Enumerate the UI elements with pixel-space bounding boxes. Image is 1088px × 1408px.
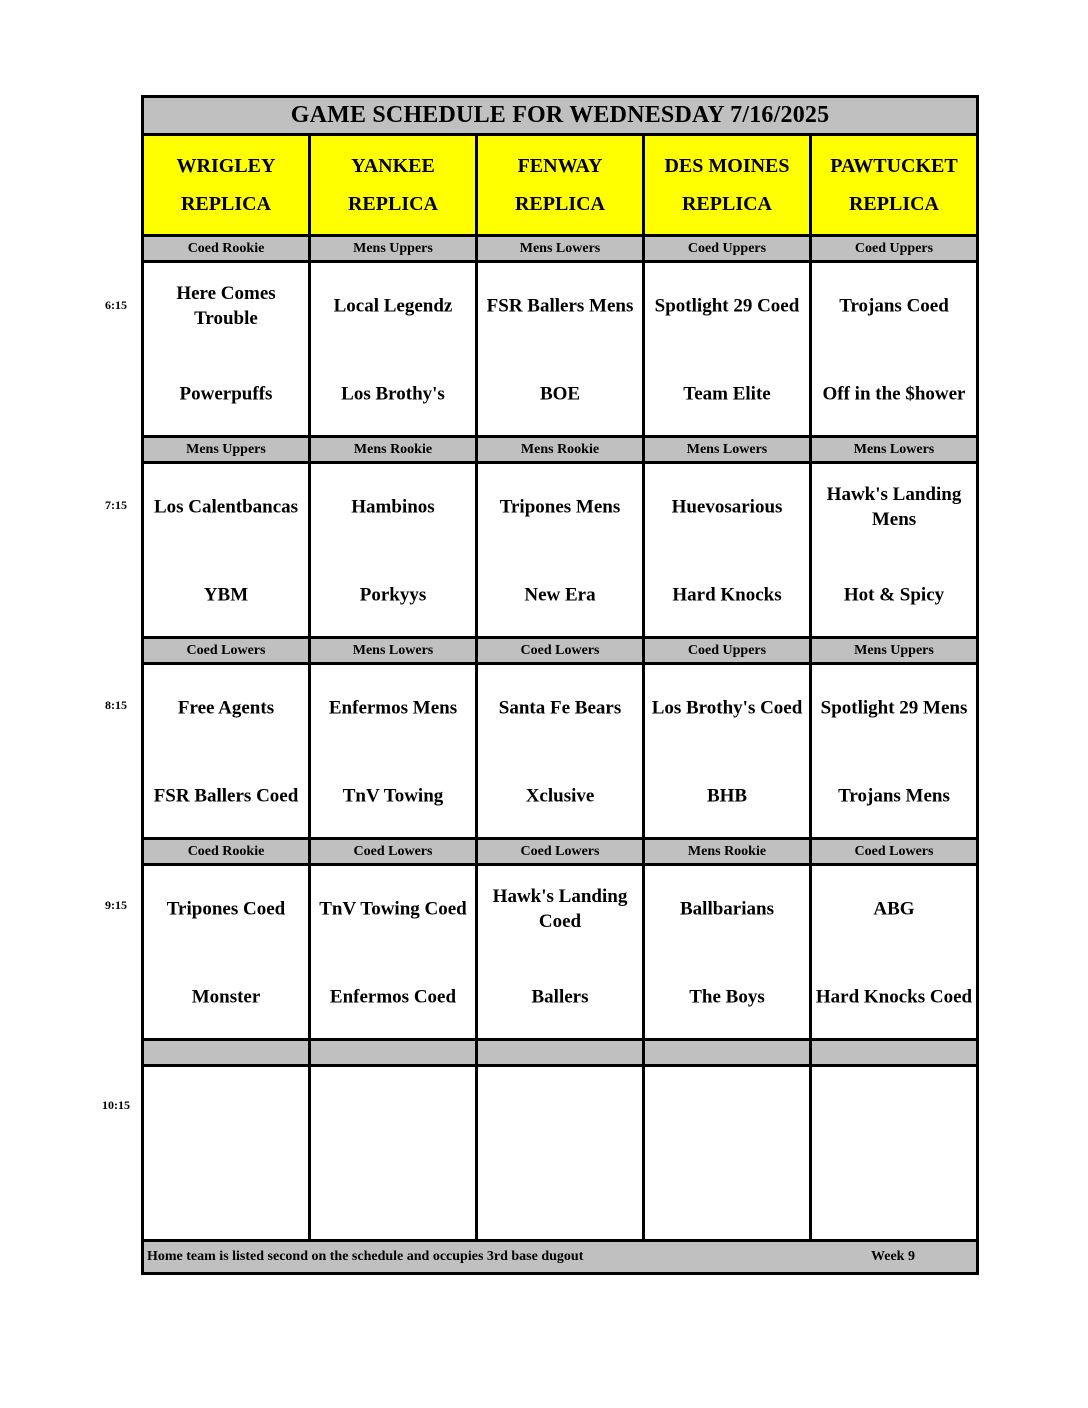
home-team: Porkyys: [359, 584, 427, 606]
away-team: Trojans Coed: [839, 295, 949, 317]
division-row: [144, 840, 976, 866]
home-team: Hard Knocks Coed: [815, 986, 973, 1008]
field-subtitle: REPLICA: [848, 193, 939, 215]
time-label: 10:15: [102, 1098, 130, 1112]
field-name: DES MOINES: [664, 155, 790, 177]
home-team: Xclusive: [525, 785, 595, 807]
away-team: Here Comes Trouble: [176, 283, 276, 329]
division-row: [144, 438, 976, 464]
field-header-fenway: [478, 136, 645, 234]
division-label: Coed Lowers: [144, 639, 311, 662]
division-label: Mens Uppers: [812, 639, 976, 662]
field-name: YANKEE: [351, 155, 435, 177]
division-row: [144, 1041, 976, 1067]
home-team: Los Brothy's: [341, 383, 445, 405]
home-team: The Boys: [689, 986, 765, 1008]
field-header-des-moines: [645, 136, 812, 234]
footer-row: [144, 1242, 976, 1272]
game-cell: [812, 263, 976, 435]
division-label: [144, 1041, 311, 1064]
division-label: Mens Lowers: [478, 237, 645, 260]
home-team: Enfermos Coed: [329, 986, 457, 1008]
away-team: Spotlight 29 Coed: [654, 295, 800, 317]
division-label: [478, 1041, 645, 1064]
home-team: Off in the $hower: [822, 383, 966, 405]
away-team: Enfermos Mens: [328, 697, 458, 719]
time-label: 9:15: [105, 898, 127, 912]
game-cell: [144, 464, 311, 636]
away-team: Spotlight 29 Mens: [820, 697, 968, 719]
away-team: Tripones Mens: [499, 496, 621, 518]
game-cell: [311, 1067, 478, 1239]
division-label: [812, 1041, 976, 1064]
home-team: New Era: [524, 584, 596, 606]
game-cell: [812, 866, 976, 1038]
game-cell: [645, 464, 812, 636]
field-header-yankee: [311, 136, 478, 234]
division-label: Mens Rookie: [645, 840, 812, 863]
time-label: 6:15: [105, 298, 127, 312]
schedule-table: [141, 95, 979, 1275]
division-label: Coed Lowers: [478, 840, 645, 863]
away-team: Santa Fe Bears: [498, 697, 622, 719]
away-team: Free Agents: [177, 697, 275, 719]
home-team: TnV Towing: [342, 785, 444, 807]
game-cell: [144, 263, 311, 435]
away-team: Hawk's Landing Coed: [492, 886, 628, 932]
field-header-wrigley: [144, 136, 311, 234]
home-team: BOE: [539, 383, 581, 405]
field-name: WRIGLEY: [176, 155, 276, 177]
game-row: [144, 263, 976, 438]
game-cell: [812, 1067, 976, 1239]
game-cell: [478, 263, 645, 435]
division-label: Mens Rookie: [311, 438, 478, 461]
home-team: Trojans Mens: [838, 785, 950, 807]
division-label: Coed Rookie: [144, 840, 311, 863]
home-team: Monster: [191, 986, 261, 1008]
home-team: YBM: [203, 584, 249, 606]
home-team: FSR Ballers Coed: [153, 785, 299, 807]
schedule-title: GAME SCHEDULE FOR WEDNESDAY 7/16/2025: [144, 98, 976, 136]
away-team: Los Calentbancas: [153, 496, 299, 518]
week-label: Week 9: [871, 1249, 915, 1264]
division-label: Mens Rookie: [478, 438, 645, 461]
game-cell: [478, 1067, 645, 1239]
field-name: FENWAY: [517, 155, 603, 177]
away-team: TnV Towing Coed: [319, 898, 467, 920]
field-header-pawtucket: [812, 136, 976, 234]
game-cell: [144, 1067, 311, 1239]
division-label: Mens Lowers: [812, 438, 976, 461]
game-cell: [478, 464, 645, 636]
field-name: PAWTUCKET: [830, 155, 958, 177]
field-subtitle: REPLICA: [514, 193, 605, 215]
division-label: Coed Lowers: [478, 639, 645, 662]
away-team: Huevosarious: [671, 496, 783, 518]
division-label: Coed Rookie: [144, 237, 311, 260]
division-label: Mens Uppers: [144, 438, 311, 461]
division-label: [311, 1041, 478, 1064]
game-row: [144, 1067, 976, 1242]
game-cell: [144, 866, 311, 1038]
game-cell: [311, 263, 478, 435]
away-team: Tripones Coed: [166, 898, 286, 920]
game-cell: [311, 665, 478, 837]
home-team: Hard Knocks: [672, 584, 782, 606]
home-team: Powerpuffs: [179, 383, 273, 405]
footer-note: Home team is listed second on the schedule and occupies 3rd base dugout: [147, 1249, 584, 1264]
game-row: [144, 866, 976, 1041]
game-cell: [812, 665, 976, 837]
home-team: Hot & Spicy: [843, 584, 945, 606]
division-row: [144, 237, 976, 263]
away-team: Ballbarians: [680, 898, 774, 920]
home-team: BHB: [706, 785, 748, 807]
away-team: Hambinos: [351, 496, 435, 518]
game-cell: [478, 665, 645, 837]
away-team: ABG: [873, 898, 915, 920]
away-team: FSR Ballers Mens: [486, 295, 634, 317]
game-cell: [311, 464, 478, 636]
division-label: Mens Lowers: [645, 438, 812, 461]
field-subtitle: REPLICA: [180, 193, 271, 215]
game-cell: [645, 665, 812, 837]
away-team: Hawk's Landing Mens: [826, 484, 962, 530]
away-team: Los Brothy's Coed: [651, 697, 803, 719]
home-team: Ballers: [531, 986, 589, 1008]
division-label: Coed Uppers: [645, 237, 812, 260]
time-label: 8:15: [105, 698, 127, 712]
game-row: [144, 464, 976, 639]
game-row: [144, 665, 976, 840]
game-cell: [812, 464, 976, 636]
game-cell: [311, 866, 478, 1038]
game-cell: [144, 665, 311, 837]
division-label: Coed Lowers: [812, 840, 976, 863]
division-label: [645, 1041, 812, 1064]
division-label: Mens Uppers: [311, 237, 478, 260]
field-header-row: [144, 136, 976, 237]
game-cell: [645, 263, 812, 435]
home-team: Team Elite: [683, 383, 771, 405]
game-cell: [645, 866, 812, 1038]
game-cell: [645, 1067, 812, 1239]
time-label: 7:15: [105, 498, 127, 512]
division-label: Coed Uppers: [812, 237, 976, 260]
away-team: Local Legendz: [333, 295, 453, 317]
division-row: [144, 639, 976, 665]
division-label: Mens Lowers: [311, 639, 478, 662]
game-cell: [478, 866, 645, 1038]
field-subtitle: REPLICA: [681, 193, 772, 215]
division-label: Coed Uppers: [645, 639, 812, 662]
field-subtitle: REPLICA: [347, 193, 438, 215]
division-label: Coed Lowers: [311, 840, 478, 863]
